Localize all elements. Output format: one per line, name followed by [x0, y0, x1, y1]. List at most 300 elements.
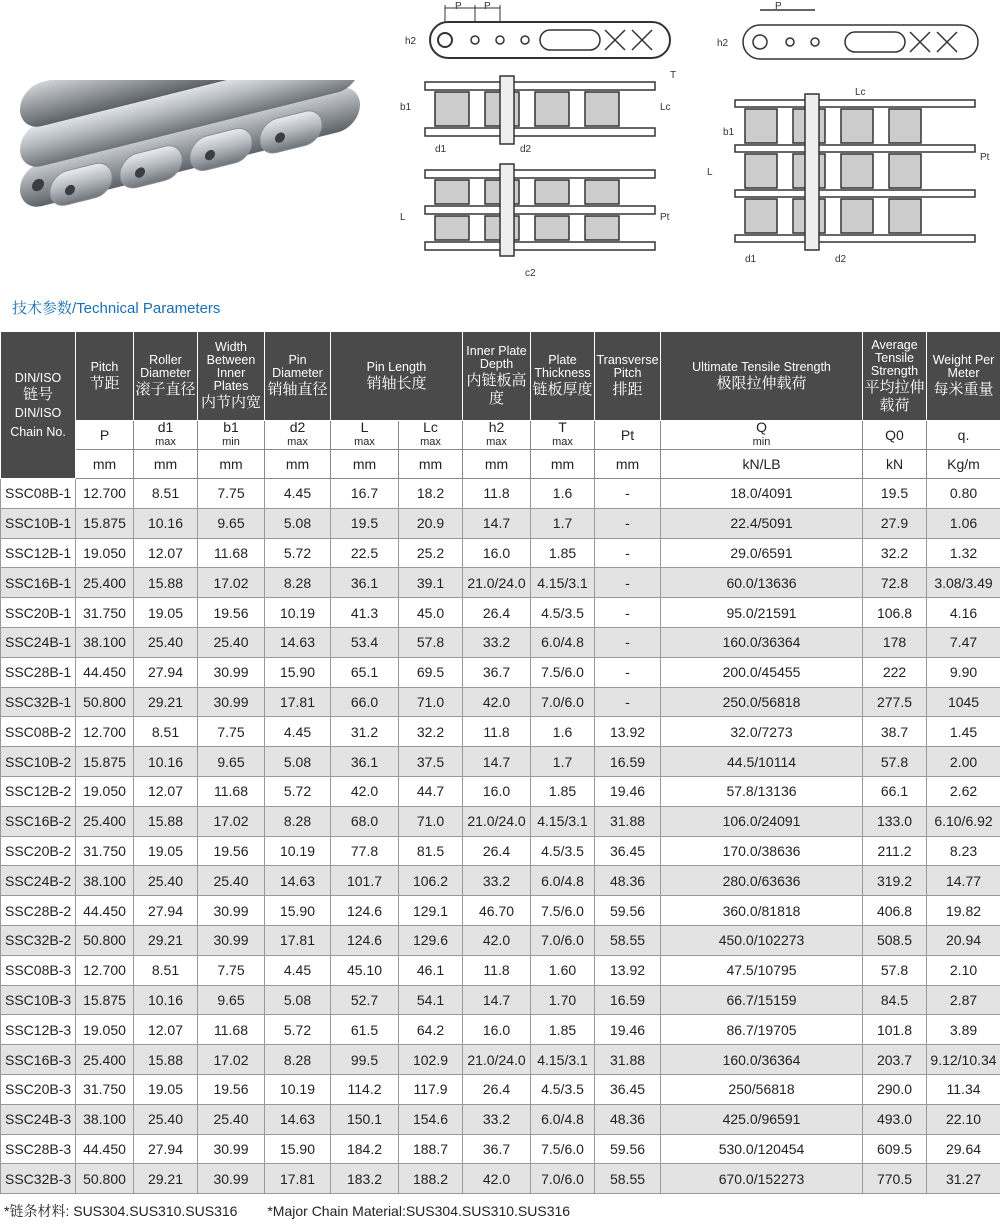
table-cell: 12.700 — [76, 479, 134, 509]
table-cell: 1045 — [927, 687, 1000, 717]
table-cell: 27.94 — [134, 896, 198, 926]
chain-number-cell: SSC16B-1 — [1, 568, 76, 598]
unit-transverse: mm — [595, 450, 661, 479]
table-row — [1, 598, 1000, 628]
table-cell: 17.81 — [265, 1164, 331, 1194]
table-cell: 106.8 — [863, 598, 927, 628]
table-row — [1, 1134, 1000, 1164]
chain-number-cell: SSC32B-2 — [1, 925, 76, 955]
unit-width: mm — [198, 450, 265, 479]
table-cell: 5.08 — [265, 508, 331, 538]
table-cell: 54.1 — [399, 985, 463, 1015]
table-cell: 26.4 — [463, 836, 531, 866]
table-cell: 4.5/3.5 — [531, 836, 595, 866]
table-cell: 8.51 — [134, 717, 198, 747]
chain-number-cell: SSC16B-3 — [1, 1045, 76, 1075]
table-cell: 19.05 — [134, 598, 198, 628]
table-cell: 16.0 — [463, 776, 531, 806]
label-pt-triple: Pt — [980, 152, 990, 163]
table-cell: 22.4/5091 — [661, 508, 863, 538]
chain-number-cell: SSC12B-3 — [1, 1015, 76, 1045]
table-cell: 10.19 — [265, 598, 331, 628]
table-cell: 66.7/15159 — [661, 985, 863, 1015]
sym-transverse: Pt — [595, 421, 661, 450]
table-cell: 170.0/38636 — [661, 836, 863, 866]
table-cell: 41.3 — [331, 598, 399, 628]
table-row — [1, 1045, 1000, 1075]
table-cell: 1.7 — [531, 747, 595, 777]
table-cell: 45.10 — [331, 955, 399, 985]
label-h2-triple: h2 — [717, 38, 729, 49]
table-cell: 52.7 — [331, 985, 399, 1015]
table-cell: 16.59 — [595, 747, 661, 777]
table-cell: 4.45 — [265, 717, 331, 747]
table-cell: 36.7 — [463, 1134, 531, 1164]
table-cell: 19.5 — [331, 508, 399, 538]
table-row — [1, 1104, 1000, 1134]
section-title — [12, 297, 220, 318]
table-cell: 11.8 — [463, 955, 531, 985]
label-b1-triple: b1 — [723, 127, 735, 138]
table-cell: 2.00 — [927, 747, 1000, 777]
table-cell: 19.56 — [198, 598, 265, 628]
unit-roller: mm — [134, 450, 198, 479]
table-cell: 222 — [863, 657, 927, 687]
table-cell: 10.16 — [134, 747, 198, 777]
sym-l: L max — [331, 421, 399, 450]
table-cell: 6.0/4.8 — [531, 866, 595, 896]
table-cell: 20.9 — [399, 508, 463, 538]
table-cell: 57.8/13136 — [661, 776, 863, 806]
table-cell: 0.80 — [927, 479, 1000, 509]
table-cell: 450.0/102273 — [661, 925, 863, 955]
table-cell: 15.875 — [76, 985, 134, 1015]
table-cell: 15.90 — [265, 657, 331, 687]
table-row — [1, 866, 1000, 896]
unit-l: mm — [331, 450, 399, 479]
table-cell: - — [595, 479, 661, 509]
table-cell: 15.875 — [76, 508, 134, 538]
table-cell: 508.5 — [863, 925, 927, 955]
table-cell: 31.750 — [76, 836, 134, 866]
table-cell: 36.45 — [595, 836, 661, 866]
single-chain-diagram — [400, 0, 695, 70]
table-cell: 770.5 — [863, 1164, 927, 1194]
table-cell: 17.02 — [198, 806, 265, 836]
table-cell: 124.6 — [331, 896, 399, 926]
table-cell: 9.12/10.34 — [927, 1045, 1000, 1075]
table-cell: 65.1 — [331, 657, 399, 687]
table-cell: 129.6 — [399, 925, 463, 955]
chain-number-cell: SSC28B-2 — [1, 896, 76, 926]
table-cell: 18.2 — [399, 479, 463, 509]
header-pitch: Pitch 节距 — [76, 332, 134, 421]
sym-roller: d1 max — [134, 421, 198, 450]
table-cell: 26.4 — [463, 1074, 531, 1104]
table-cell: 64.2 — [399, 1015, 463, 1045]
label-c2: c2 — [525, 268, 536, 279]
header-uts: Ultimate Tensile Strength 极限拉伸载荷 — [661, 332, 863, 421]
table-cell: 39.1 — [399, 568, 463, 598]
table-cell: 68.0 — [331, 806, 399, 836]
table-cell: 58.55 — [595, 1164, 661, 1194]
sym-pin: d2 max — [265, 421, 331, 450]
table-cell: 1.60 — [531, 955, 595, 985]
table-cell: 16.59 — [595, 985, 661, 1015]
table-cell: 14.63 — [265, 627, 331, 657]
table-cell: 42.0 — [463, 925, 531, 955]
table-cell: 30.99 — [198, 896, 265, 926]
table-cell: 7.75 — [198, 479, 265, 509]
table-cell: 15.88 — [134, 806, 198, 836]
table-cell: - — [595, 687, 661, 717]
table-cell: 29.0/6591 — [661, 538, 863, 568]
chain-number-cell: SSC28B-1 — [1, 657, 76, 687]
table-cell: 3.08/3.49 — [927, 568, 1000, 598]
table-cell: 101.7 — [331, 866, 399, 896]
table-cell: 19.050 — [76, 538, 134, 568]
sym-pitch: P — [76, 421, 134, 450]
table-row — [1, 717, 1000, 747]
table-cell: 493.0 — [863, 1104, 927, 1134]
label-lc: Lc — [660, 102, 671, 113]
table-cell: 3.89 — [927, 1015, 1000, 1045]
label-p2: P — [484, 1, 491, 12]
sym-lc: Lc max — [399, 421, 463, 450]
table-cell: 31.2 — [331, 717, 399, 747]
chain-number-cell: SSC24B-2 — [1, 866, 76, 896]
table-cell: 48.36 — [595, 1104, 661, 1134]
table-cell: 14.7 — [463, 508, 531, 538]
table-cell: 19.56 — [198, 836, 265, 866]
table-cell: 44.450 — [76, 896, 134, 926]
header-roller: Roller Diameter 滚子直径 — [134, 332, 198, 421]
table-cell: 1.45 — [927, 717, 1000, 747]
chain-number-cell: SSC20B-1 — [1, 598, 76, 628]
table-cell: 36.7 — [463, 657, 531, 687]
table-cell: 71.0 — [399, 806, 463, 836]
table-row — [1, 1164, 1000, 1194]
table-cell: 19.5 — [863, 479, 927, 509]
table-cell: 1.85 — [531, 538, 595, 568]
label-t: T — [670, 70, 677, 81]
table-cell: 609.5 — [863, 1134, 927, 1164]
table-cell: 17.81 — [265, 687, 331, 717]
table-cell: 5.72 — [265, 1015, 331, 1045]
table-cell: 44.450 — [76, 1134, 134, 1164]
header-thickness: Plate Thickness 链板厚度 — [531, 332, 595, 421]
chain-number-cell: SSC08B-3 — [1, 955, 76, 985]
table-cell: 15.90 — [265, 1134, 331, 1164]
table-cell: 84.5 — [863, 985, 927, 1015]
table-cell: 1.70 — [531, 985, 595, 1015]
header-depth: Inner Plate Depth 内链板高度 — [463, 332, 531, 421]
table-cell: 188.7 — [399, 1134, 463, 1164]
table-cell: 250.0/56818 — [661, 687, 863, 717]
header-avg: Average Tensile Strength 平均拉伸载荷 — [863, 332, 927, 421]
table-cell: 66.1 — [863, 776, 927, 806]
table-cell: 7.47 — [927, 627, 1000, 657]
table-cell: 19.56 — [198, 1074, 265, 1104]
table-row — [1, 955, 1000, 985]
header-transverse: Transverse Pitch 排距 — [595, 332, 661, 421]
table-cell: 117.9 — [399, 1074, 463, 1104]
unit-pitch: mm — [76, 450, 134, 479]
table-cell: 38.100 — [76, 1104, 134, 1134]
table-row — [1, 627, 1000, 657]
table-cell: 200.0/45455 — [661, 657, 863, 687]
table-cell: 14.77 — [927, 866, 1000, 896]
table-cell: - — [595, 657, 661, 687]
table-cell: 71.0 — [399, 687, 463, 717]
symbol-row — [1, 421, 1000, 450]
table-cell: 31.750 — [76, 1074, 134, 1104]
table-cell: 33.2 — [463, 627, 531, 657]
table-cell: 19.82 — [927, 896, 1000, 926]
footnote — [4, 1201, 596, 1221]
table-cell: 183.2 — [331, 1164, 399, 1194]
header-width: Width Between Inner Plates 内节内宽 — [198, 332, 265, 421]
table-cell: 25.40 — [134, 866, 198, 896]
table-cell: 20.94 — [927, 925, 1000, 955]
table-cell: 29.21 — [134, 925, 198, 955]
table-cell: 15.875 — [76, 747, 134, 777]
section-title-en: /Technical Parameters — [72, 300, 221, 317]
table-cell: 13.92 — [595, 717, 661, 747]
table-cell: 99.5 — [331, 1045, 399, 1075]
unit-lc: mm — [399, 450, 463, 479]
table-cell: 11.34 — [927, 1074, 1000, 1104]
table-cell: 8.28 — [265, 1045, 331, 1075]
table-cell: 211.2 — [863, 836, 927, 866]
table-cell: 95.0/21591 — [661, 598, 863, 628]
table-cell: 59.56 — [595, 896, 661, 926]
sym-thickness: T max — [531, 421, 595, 450]
chain-number-cell: SSC32B-1 — [1, 687, 76, 717]
table-cell: - — [595, 627, 661, 657]
chain-number-cell: SSC08B-2 — [1, 717, 76, 747]
table-cell: 106.0/24091 — [661, 806, 863, 836]
table-cell: 19.050 — [76, 1015, 134, 1045]
table-cell: 203.7 — [863, 1045, 927, 1075]
table-row — [1, 479, 1000, 509]
table-row — [1, 1015, 1000, 1045]
label-p-triple: P — [775, 1, 782, 12]
table-cell: 10.19 — [265, 1074, 331, 1104]
table-cell: 61.5 — [331, 1015, 399, 1045]
table-cell: 8.51 — [134, 479, 198, 509]
table-cell: 11.8 — [463, 717, 531, 747]
label-lc-triple: Lc — [855, 87, 866, 98]
table-cell: 25.2 — [399, 538, 463, 568]
table-row — [1, 747, 1000, 777]
chain-number-cell: SSC12B-2 — [1, 776, 76, 806]
illustration-area — [0, 0, 1000, 300]
label-b1: b1 — [400, 102, 412, 113]
chain-number-cell: SSC32B-3 — [1, 1164, 76, 1194]
table-cell: - — [595, 538, 661, 568]
table-cell: 4.15/3.1 — [531, 568, 595, 598]
table-cell: 101.8 — [863, 1015, 927, 1045]
table-cell: 13.92 — [595, 955, 661, 985]
table-cell: 160.0/36364 — [661, 1045, 863, 1075]
table-cell: 7.75 — [198, 717, 265, 747]
label-d2-triple: d2 — [835, 254, 847, 265]
table-cell: 6.0/4.8 — [531, 627, 595, 657]
table-cell: 30.99 — [198, 1164, 265, 1194]
unit-row — [1, 450, 1000, 479]
table-cell: 44.7 — [399, 776, 463, 806]
table-cell: 44.5/10114 — [661, 747, 863, 777]
table-cell: 25.400 — [76, 1045, 134, 1075]
table-cell: 50.800 — [76, 687, 134, 717]
table-cell: 30.99 — [198, 687, 265, 717]
unit-thickness: mm — [531, 450, 595, 479]
table-cell: 47.5/10795 — [661, 955, 863, 985]
table-cell: 4.45 — [265, 479, 331, 509]
table-cell: 5.08 — [265, 747, 331, 777]
table-cell: 17.02 — [198, 1045, 265, 1075]
sym-avg: Q0 — [863, 421, 927, 450]
table-cell: 2.10 — [927, 955, 1000, 985]
table-row — [1, 925, 1000, 955]
table-row — [1, 538, 1000, 568]
table-cell: 42.0 — [463, 687, 531, 717]
table-cell: 9.65 — [198, 747, 265, 777]
table-cell: 19.05 — [134, 836, 198, 866]
table-cell: 32.2 — [863, 538, 927, 568]
table-cell: 15.90 — [265, 896, 331, 926]
table-cell: 5.08 — [265, 985, 331, 1015]
table-cell: 19.46 — [595, 1015, 661, 1045]
table-cell: 46.70 — [463, 896, 531, 926]
label-d1-triple: d1 — [745, 254, 757, 265]
table-cell: 114.2 — [331, 1074, 399, 1104]
label-d1: d1 — [435, 144, 447, 155]
table-cell: 6.10/6.92 — [927, 806, 1000, 836]
table-cell: 21.0/24.0 — [463, 806, 531, 836]
table-cell: 32.0/7273 — [661, 717, 863, 747]
double-chain-diagram — [395, 70, 695, 285]
table-cell: 72.8 — [863, 568, 927, 598]
table-cell: 31.750 — [76, 598, 134, 628]
chain-number-cell: SSC20B-3 — [1, 1074, 76, 1104]
table-cell: 1.6 — [531, 717, 595, 747]
table-cell: 12.700 — [76, 955, 134, 985]
table-cell: 129.1 — [399, 896, 463, 926]
table-cell: 46.1 — [399, 955, 463, 985]
table-cell: 7.5/6.0 — [531, 1134, 595, 1164]
section-title-cn: 技术参数 — [12, 299, 73, 317]
table-cell: 6.0/4.8 — [531, 1104, 595, 1134]
table-cell: 53.4 — [331, 627, 399, 657]
table-cell: 38.100 — [76, 866, 134, 896]
sym-depth: h2 max — [463, 421, 531, 450]
table-cell: 36.1 — [331, 568, 399, 598]
unit-depth: mm — [463, 450, 531, 479]
header-pin: Pin Diameter 销轴直径 — [265, 332, 331, 421]
label-pt: Pt — [660, 212, 670, 223]
chain-photo — [0, 80, 380, 250]
table-cell: 50.800 — [76, 925, 134, 955]
table-cell: 4.16 — [927, 598, 1000, 628]
table-cell: 2.87 — [927, 985, 1000, 1015]
table-cell: 7.0/6.0 — [531, 925, 595, 955]
table-cell: 4.5/3.5 — [531, 598, 595, 628]
table-cell: 17.81 — [265, 925, 331, 955]
table-cell: 1.32 — [927, 538, 1000, 568]
table-cell: 2.62 — [927, 776, 1000, 806]
label-l: L — [400, 212, 406, 223]
table-cell: 8.51 — [134, 955, 198, 985]
table-cell: 25.40 — [134, 1104, 198, 1134]
chain-number-cell: SSC24B-3 — [1, 1104, 76, 1134]
table-cell: 31.27 — [927, 1164, 1000, 1194]
table-cell: 10.19 — [265, 836, 331, 866]
table-cell: 17.02 — [198, 568, 265, 598]
table-cell: 106.2 — [399, 866, 463, 896]
table-cell: 22.10 — [927, 1104, 1000, 1134]
header-pin-length: Pin Length 销轴长度 — [331, 332, 463, 421]
table-cell: 29.64 — [927, 1134, 1000, 1164]
table-row — [1, 896, 1000, 926]
table-cell: - — [595, 598, 661, 628]
table-cell: 280.0/63636 — [661, 866, 863, 896]
table-cell: 12.700 — [76, 717, 134, 747]
table-cell: 9.90 — [927, 657, 1000, 687]
table-cell: 10.16 — [134, 508, 198, 538]
unit-uts: kN/LB — [661, 450, 863, 479]
table-cell: 7.5/6.0 — [531, 657, 595, 687]
label-d2: d2 — [520, 144, 532, 155]
table-cell: 14.63 — [265, 866, 331, 896]
table-cell: 57.8 — [399, 627, 463, 657]
table-cell: 8.28 — [265, 806, 331, 836]
table-cell: 11.68 — [198, 538, 265, 568]
chain-number-cell: SSC10B-3 — [1, 985, 76, 1015]
table-row — [1, 657, 1000, 687]
table-cell: 1.06 — [927, 508, 1000, 538]
triple-chain-diagram — [705, 0, 995, 280]
chain-number-cell: SSC20B-2 — [1, 836, 76, 866]
table-cell: 27.94 — [134, 657, 198, 687]
sym-weight: q. — [927, 421, 1000, 450]
table-row — [1, 1074, 1000, 1104]
table-cell: 133.0 — [863, 806, 927, 836]
table-cell: 5.72 — [265, 538, 331, 568]
table-cell: 57.8 — [863, 747, 927, 777]
table-cell: 50.800 — [76, 1164, 134, 1194]
table-row — [1, 687, 1000, 717]
unit-avg: kN — [863, 450, 927, 479]
table-cell: 319.2 — [863, 866, 927, 896]
table-cell: 30.99 — [198, 925, 265, 955]
table-cell: 150.1 — [331, 1104, 399, 1134]
chain-number-cell: SSC12B-1 — [1, 538, 76, 568]
chain-number-cell: SSC08B-1 — [1, 479, 76, 509]
table-cell: 7.5/6.0 — [531, 896, 595, 926]
table-cell: 406.8 — [863, 896, 927, 926]
table-cell: 29.21 — [134, 687, 198, 717]
table-cell: 11.68 — [198, 776, 265, 806]
table-cell: 9.65 — [198, 985, 265, 1015]
header-weight: Weight Per Meter 每米重量 — [927, 332, 1000, 421]
table-cell: 21.0/24.0 — [463, 568, 531, 598]
table-cell: 60.0/13636 — [661, 568, 863, 598]
table-cell: 178 — [863, 627, 927, 657]
table-cell: 25.40 — [198, 627, 265, 657]
table-row — [1, 776, 1000, 806]
